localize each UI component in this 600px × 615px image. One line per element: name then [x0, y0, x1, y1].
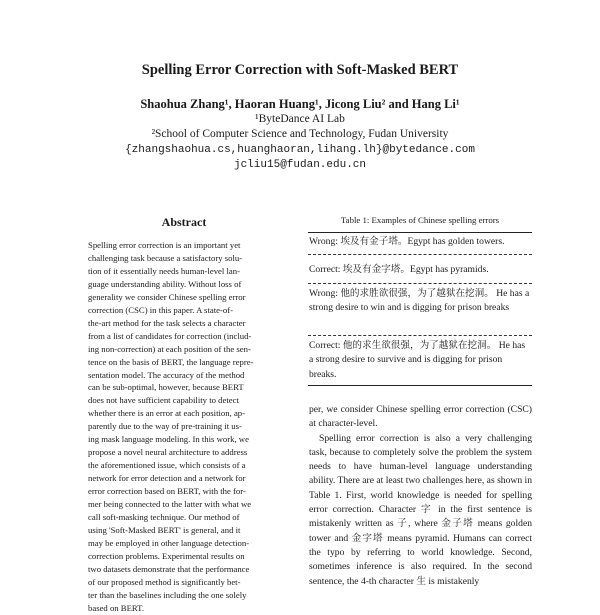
table-dashed-divider: [308, 254, 532, 255]
table-bottom-rule: [308, 385, 532, 386]
paper-title: Spelling Error Correction with Soft-Masked BERT: [141, 62, 459, 78]
affiliation-fudan: ²School of Computer Science and Technology, Fudan University: [151, 128, 449, 140]
paragraph-challenges: Spelling error correction is also a very challenging task, because to completely solve the problem the system needs to have human-level language understanding ability. There are at least two challenges here, as shown in Table 1. First, world knowledge is needed for spelling error correction. Character 字 in the first sentence is mistakenly written as 子, where 金子塔 means golden tower and 金字塔 means pyramid. Humans can correct the typo by referring to world knowledge. Second, sometimes inference is also required. In the second sentence, the 4-th character 生 is mistakenly: [309, 432, 532, 587]
table-row-correct-2: Correct: 他的求生欲很强，为了越狱在挖洞。 He has a strong desire to survive and is digging for prison breaks.: [309, 340, 526, 380]
table-dashed-divider: [308, 335, 532, 336]
table-top-rule: [308, 232, 532, 233]
table-row-correct-1: Correct: 埃及有金字塔。Egypt has pyramids.: [309, 264, 489, 275]
right-column-body: [309, 403, 532, 589]
table-dashed-divider: [308, 283, 532, 284]
paragraph-continuation: per, we consider Chinese spelling error correction (CSC) at character-level.: [309, 404, 532, 430]
email-bytedance: {zhangshaohua.cs,huanghaoran,lihang.lh}@bytedance.com: [125, 144, 475, 156]
table-caption: Table 1: Examples of Chinese spelling errors: [340, 215, 500, 225]
table-row-wrong-2: Wrong: 他的求胜欲很强，为了越狱在挖洞。 He has a strong desire to win and is digging for prison breaks: [309, 288, 530, 314]
affiliation-bytedance: ¹ByteDance AI Lab: [255, 113, 345, 125]
table-row-wrong-1: Wrong: 埃及有金子塔。Egypt has golden towers.: [309, 236, 505, 247]
abstract-heading: Abstract: [161, 215, 207, 229]
abstract-body: Spelling error correction is an important yet challenging task because a satisfactory solu- tion of it essentially needs human-level lan- guage understanding ability. Without loss of generality we consider Chinese spelling error correction (CSC) in this paper. A state-of- the-art method for the task selects a character from a list of candidates for correction (includ- ing non-correction) at each position of the sen- tence on the basis of BERT, the language repre- sentation model. The accuracy of the method can be sub-optimal, however, because BERT does not have sufficient capability to detect whether there is an error at each position, ap- parently due to the way of pre-training it us- ing mask language modeling. In this work, we propose a novel neural architecture to address the aforementioned issue, which consists of a network for error detection and a network for error correction based on BERT, with the for- mer being connected to the latter with what we call soft-masking technique. Our method of using 'Soft-Masked BERT' is general, and it may be employed in other language detection- correction problems. Experimental results on two datasets demonstrate that the performance of our proposed method is significantly bet- ter than the baselines including the one solely based on BERT.: [88, 240, 254, 613]
email-fudan: jcliu15@fudan.edu.cn: [233, 159, 367, 171]
author-list: Shaohua Zhang¹, Haoran Huang¹, Jicong Liu² and Hang Li¹: [140, 97, 460, 111]
